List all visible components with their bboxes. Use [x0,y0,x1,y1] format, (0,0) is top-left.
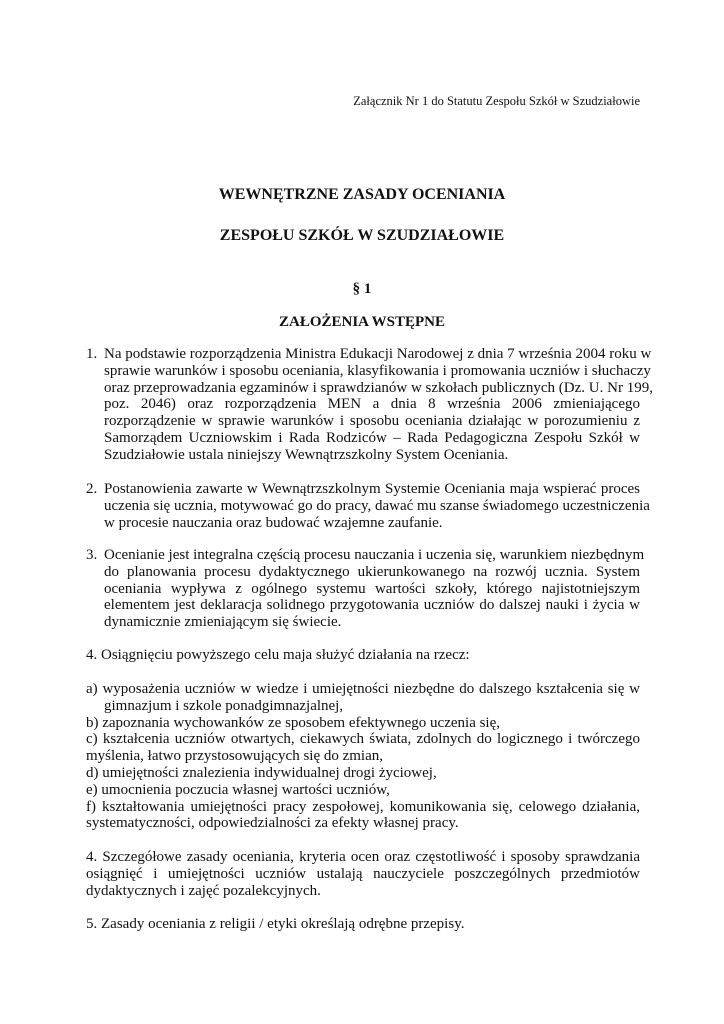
text-line: 4. Szczegółowe zasady oceniania, kryteria ocen oraz częstotliwość i sposoby sprawdzania [86,849,640,865]
text-line: a) wyposażenia uczniów w wiedze i umiejętności niezbędne do dalszego kształcenia się w [86,681,640,697]
text-line: do planowania procesu dydaktycznego ukierunkowanego na rozwój ucznia. System [104,563,640,580]
text-line: osiągnięć i umiejętności uczniów ustalają nauczyciele poszczególnych przedmiotów [86,865,640,882]
text-line: e) umocnienia poczucia własnej wartości uczniów, [86,781,390,798]
text-line: dydaktycznych i zajęć pozalekcyjnych. [86,882,321,899]
text-line: Na podstawie rozporządzenia Ministra Edukacji Narodowej z dnia 7 września 2004 roku w [104,346,652,362]
text-line: f) kształtowania umiejętności pracy zespołowej, komunikowania się, celowego działania, [86,798,640,815]
section-title: ZAŁOŻENIA WSTĘPNE [278,314,446,330]
document-subtitle: ZESPOŁU SZKÓŁ W SZUDZIAŁOWIE [219,227,505,244]
text-line: Szudziałowie ustala niniejszy Wewnątrzszkolny System Oceniania. [104,446,509,463]
text-line: Samorządem Uczniowskim i Rada Rodziców – Rada Pedagogiczna Zespołu Szkół w [104,429,640,446]
text-line: oraz przeprowadzania egzaminów i sprawdzianów w szkołach publicznych (Dz. U. Nr 199, [104,379,653,396]
text-line: sprawie warunków i sposobu oceniania, klasyfikowania i promowania uczniów i słuchaczy [104,362,651,379]
section-number: § 1 [352,281,372,297]
text-line: b) zapoznania wychowanków ze sposobem efektywnego uczenia się, [86,714,501,731]
paragraph-5 [86,849,640,899]
document-title: WEWNĘTRZNE ZASADY OCENIANIA [218,186,506,203]
document-header: Załącznik Nr 1 do Statutu Zespołu Szkół w Szudziałowie [353,94,640,108]
text-line: Ocenianie jest integralna częścią procesu nauczania i uczenia się, warunkiem niezbędnym [104,547,645,563]
item-number: 2. [86,481,98,497]
item-number: 1. [86,346,98,362]
text-line: oceniania wypływa z ogólnego systemu wartości szkoły, którego najistotniejszym [104,580,640,597]
goals-list [86,681,640,832]
paragraph-2 [86,481,650,531]
paragraph-text: 5. Zasady oceniania z religii / etyki określają odrębne przepisy. [86,916,465,932]
paragraph-text: 4. Osiągnięciu powyższego celu maja służyć działania na rzecz: [86,647,470,663]
text-line: myślenia, łatwo przystosowujących się do zmian, [86,748,384,765]
paragraph-4 [86,647,640,664]
text-line: poz. 2046) oraz rozporządzenia MEN a dnia 8 września 2006 zmieniającego [104,396,640,413]
text-line: dynamicznie zmieniającym się świecie. [104,614,342,631]
text-line: rozporządzenie w sprawie warunków i sposobu oceniania działając w porozumieniu z [104,413,640,430]
paragraph-3 [86,547,645,631]
text-line: uczenia się ucznia, motywować go do pracy, dawać mu szanse świadomego uczestniczenia [104,497,650,514]
text-line: systematyczności, odpowiedzialności za efekty własnej pracy. [86,815,459,832]
text-line: d) umiejętności znalezienia indywidualnej drogi życiowej, [86,764,437,781]
text-line: c) kształcenia uczniów otwartych, ciekawych świata, zdolnych do logicznego i twórczego [86,731,640,748]
item-number: 3. [86,547,98,563]
text-line: gimnazjum i szkole ponadgimnazjalnej, [104,697,344,714]
text-line: Postanowienia zawarte w Wewnątrzszkolnym Systemie Oceniania maja wspierać proces [104,481,640,497]
text-line: w procesie nauczania oraz budować wzajemne zaufanie. [104,514,443,531]
paragraph-1 [86,346,653,464]
paragraph-6 [86,916,640,933]
text-line: elementem jest deklaracja solidnego przygotowania uczniów do dalszej nauki i życia w [104,597,640,614]
